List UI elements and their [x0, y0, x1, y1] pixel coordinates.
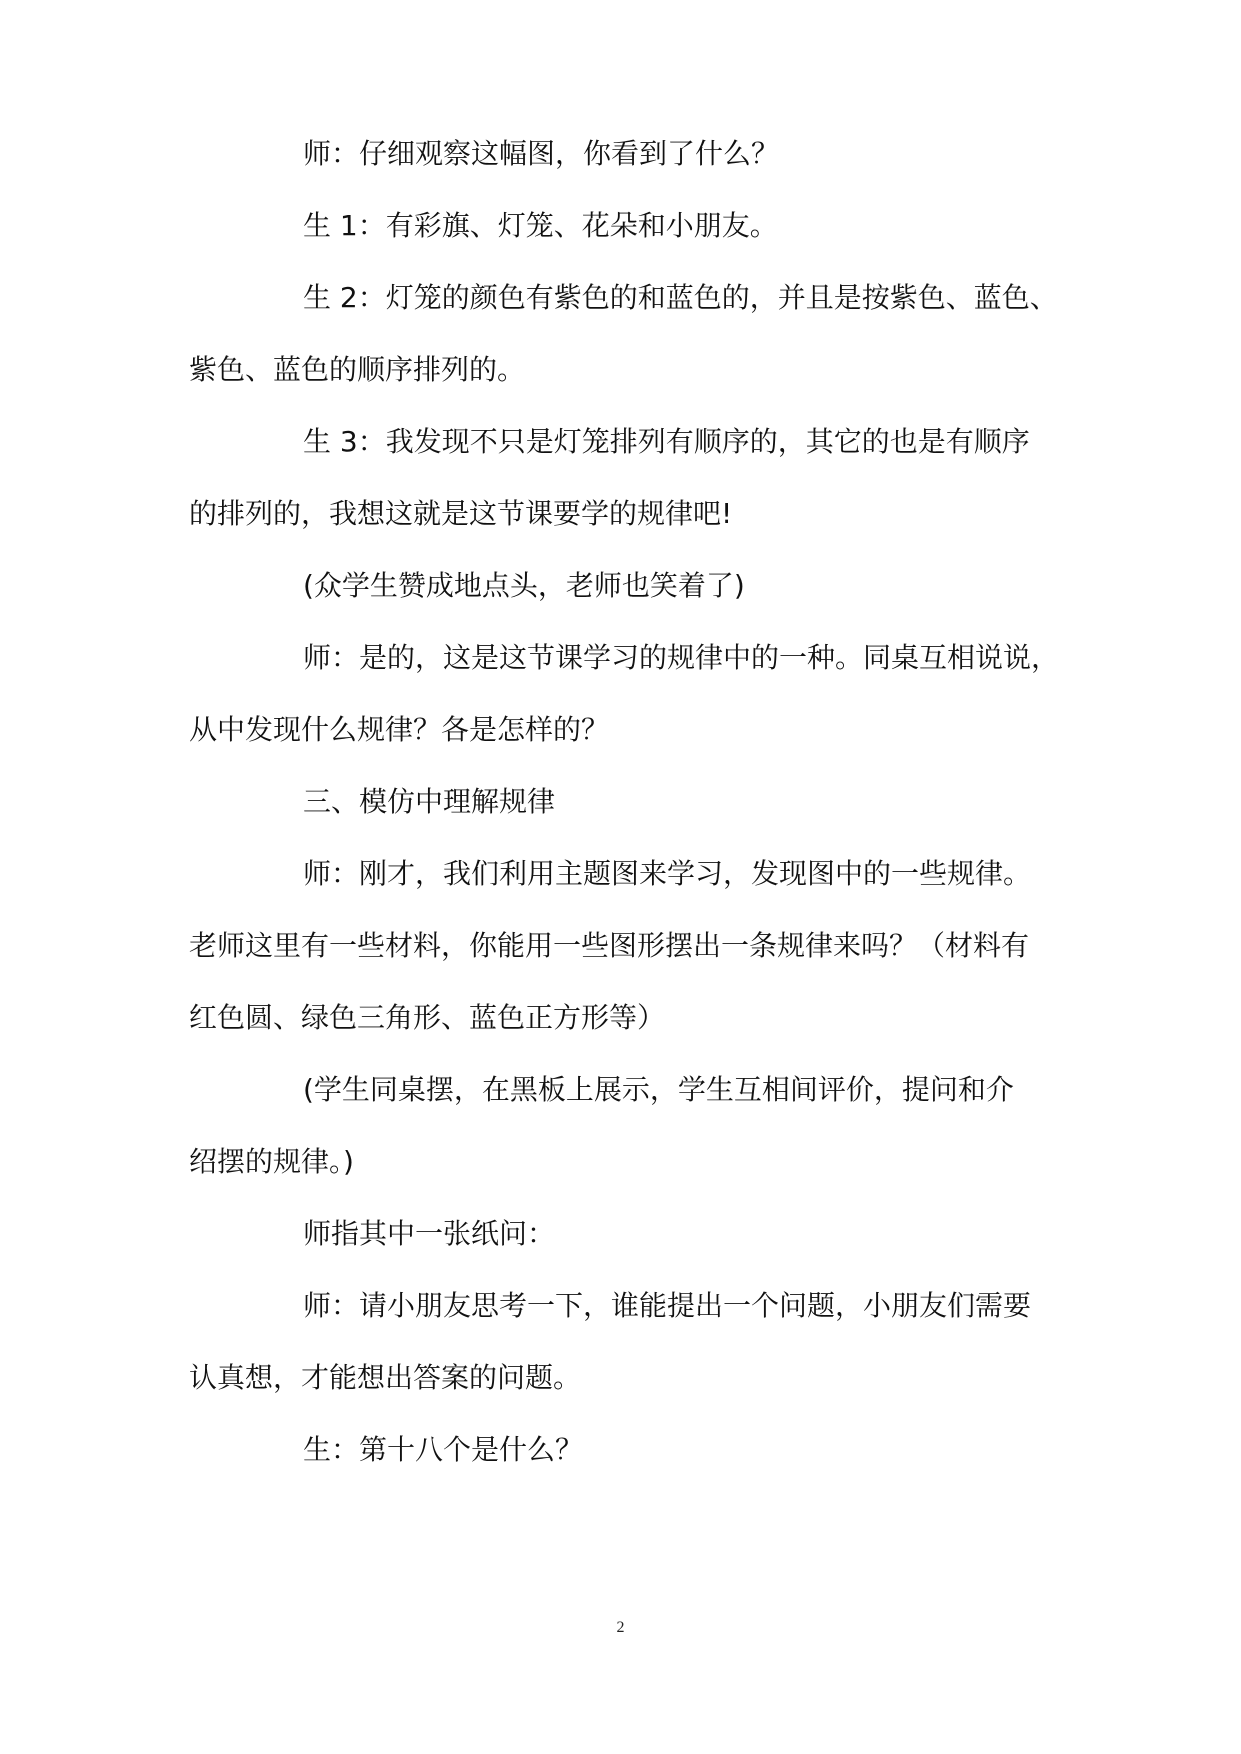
paragraph-line: 认真想，才能想出答案的问题。: [189, 1361, 582, 1394]
paragraph-line: 绍摆的规律。): [189, 1145, 354, 1178]
paragraph-line: 红色圆、绿色三角形、蓝色正方形等）: [189, 1001, 666, 1034]
paragraph-line: 生：第十八个是什么？: [303, 1433, 584, 1466]
paragraph-line: 师指其中一张纸问：: [303, 1217, 556, 1250]
paragraph-line: 从中发现什么规律？各是怎样的？: [189, 713, 610, 746]
paragraph-line: 紫色、蓝色的顺序排列的。: [189, 353, 526, 386]
paragraph-line: 师：请小朋友思考一下，谁能提出一个问题，小朋友们需要: [303, 1289, 1032, 1322]
paragraph-line: 师：刚才，我们利用主题图来学习，发现图中的一些规律。: [303, 857, 1032, 890]
paragraph-line: 师：仔细观察这幅图，你看到了什么？: [303, 137, 780, 170]
page-number: 2: [616, 1619, 625, 1636]
paragraph-line: (学生同桌摆，在黑板上展示，学生互相间评价，提问和介: [303, 1073, 1014, 1106]
paragraph-line: 生 3：我发现不只是灯笼排列有顺序的，其它的也是有顺序: [303, 425, 1030, 458]
paragraph-line: 老师这里有一些材料，你能用一些图形摆出一条规律来吗？（材料有: [189, 929, 1030, 962]
paragraph-line: 生 1：有彩旗、灯笼、花朵和小朋友。: [303, 209, 778, 242]
paragraph-line: 生 2：灯笼的颜色有紫色的和蓝色的，并且是按紫色、蓝色、: [303, 281, 1058, 314]
section-heading: 三、模仿中理解规律: [303, 785, 556, 818]
paragraph-line: 的排列的，我想这就是这节课要学的规律吧!: [189, 497, 733, 530]
paragraph-line: 师：是的，这是这节课学习的规律中的一种。同桌互相说说，: [303, 641, 1060, 674]
paragraph-line: (众学生赞成地点头，老师也笑着了): [303, 569, 745, 602]
